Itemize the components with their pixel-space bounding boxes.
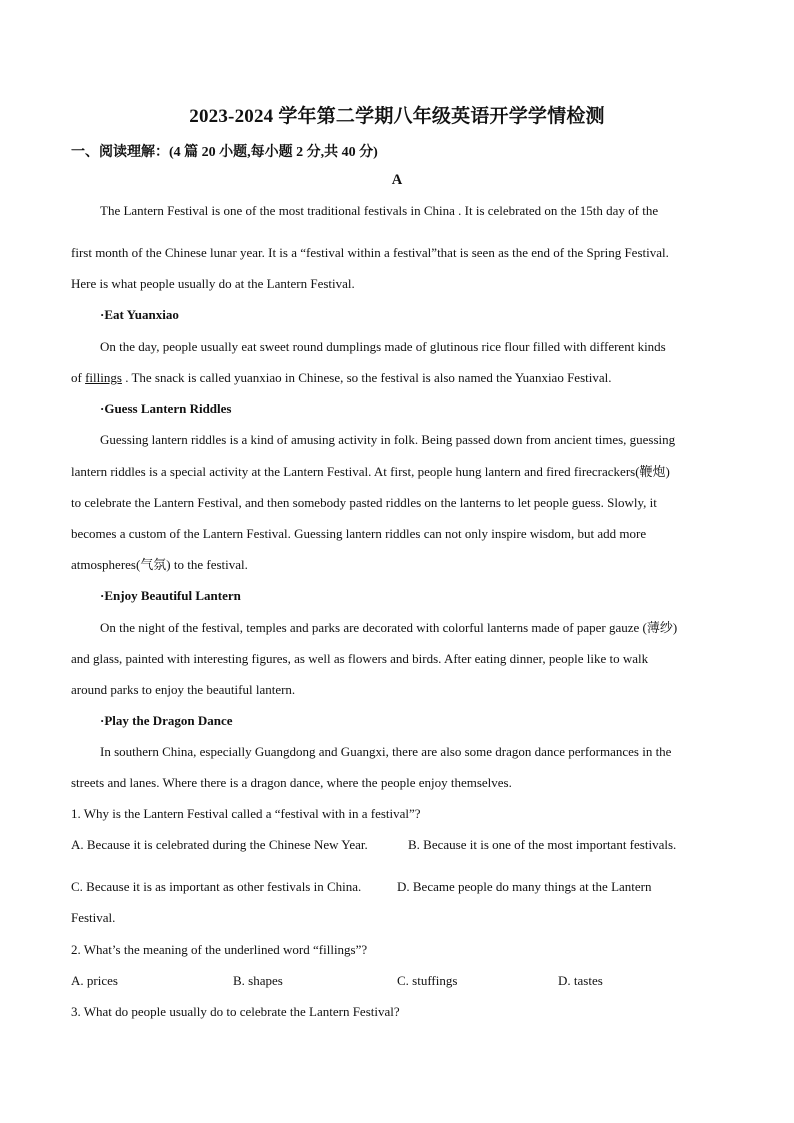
subheading-eat-yuanxiao: ·Eat Yuanxiao [100, 307, 179, 322]
q1-option-d-continued: Festival. [71, 910, 116, 925]
q2-option-a: A. prices [71, 973, 118, 988]
paragraph-line: lantern riddles is a special activity at the Lantern Festival. At first, people hung lantern and fired firecrackers(鞭炮) [71, 464, 670, 479]
section-heading: 一、阅读理解：(4 篇 20 小题,每小题 2 分,共 40 分) [71, 145, 378, 160]
paragraph-line [71, 370, 612, 386]
paragraph-line: In southern China, especially Guangdong and Guangxi, there are also some dragon dance performances in the [100, 744, 672, 759]
q1-option-a: A. Because it is celebrated during the Chinese New Year. [71, 837, 368, 852]
passage-intro-line: first month of the Chinese lunar year. It is a “festival within a festival”that is seen as the end of the Spring Festival. [71, 245, 669, 260]
q1-option-b: B. Because it is one of the most important festivals. [408, 837, 677, 852]
paragraph-line: streets and lanes. Where there is a dragon dance, where the people enjoy themselves. [71, 775, 512, 790]
paragraph-line: and glass, painted with interesting figures, as well as flowers and birds. After eating dinner, people like to walk [71, 651, 649, 666]
paragraph-line: becomes a custom of the Lantern Festival. Guessing lantern riddles can not only inspire wisdom, but add more [71, 526, 647, 541]
question-2: 2. What’s the meaning of the underlined word “fillings”? [71, 942, 368, 957]
paragraph-line: On the night of the festival, temples and parks are decorated with colorful lanterns made of paper gauze (薄纱) [100, 620, 678, 635]
subheading-enjoy-lantern: ·Enjoy Beautiful Lantern [100, 588, 241, 603]
q2-option-d: D. tastes [558, 973, 603, 988]
paragraph-line: atmospheres(气氛) to the festival. [71, 557, 248, 572]
subheading-guess-riddles: ·Guess Lantern Riddles [100, 401, 232, 416]
q1-option-d: D. Became people do many things at the Lantern [397, 879, 652, 894]
paragraph-line: around parks to enjoy the beautiful lantern. [71, 682, 296, 697]
underlined-word: fillings [85, 370, 122, 385]
passage-intro-line: Here is what people usually do at the Lantern Festival. [71, 276, 355, 291]
question-3: 3. What do people usually do to celebrate the Lantern Festival? [71, 1004, 400, 1019]
q2-option-c: C. stuffings [397, 973, 458, 988]
page-title: 2023-2024 学年第二学期八年级英语开学学情检测 [189, 106, 605, 127]
paragraph-line: On the day, people usually eat sweet round dumplings made of glutinous rice flour filled with different kinds [100, 339, 666, 354]
passage-intro-line: The Lantern Festival is one of the most traditional festivals in China . It is celebrated on the 15th day of the [100, 203, 659, 218]
subheading-dragon-dance: ·Play the Dragon Dance [100, 713, 233, 728]
question-1: 1. Why is the Lantern Festival called a “festival with in a festival”? [71, 806, 421, 821]
passage-label: A [391, 172, 403, 188]
q2-option-b: B. shapes [233, 973, 283, 988]
paragraph-line: to celebrate the Lantern Festival, and then somebody pasted riddles on the lanterns to let people guess. Slowly, it [71, 495, 657, 510]
paragraph-line: Guessing lantern riddles is a kind of amusing activity in folk. Being passed down from ancient times, guessing [100, 432, 676, 447]
q1-option-c: C. Because it is as important as other festivals in China. [71, 879, 362, 894]
text-fragment: of [71, 370, 86, 385]
text-fragment: . The snack is called yuanxiao in Chinese, so the festival is also named the Yuanxiao Festival. [121, 370, 612, 385]
